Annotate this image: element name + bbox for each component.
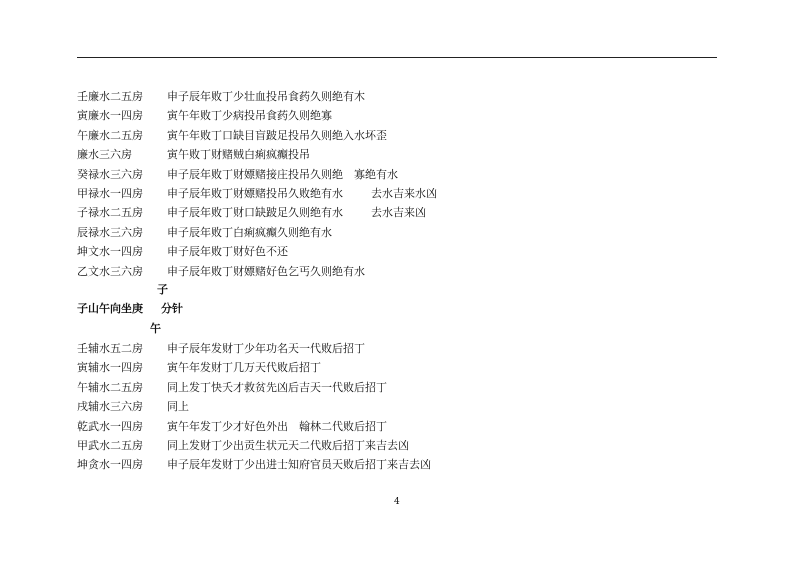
entry-text: 同上: [167, 400, 189, 414]
entry-key: 寅廉水一四房: [77, 109, 143, 123]
entry-text: 申子辰年败丁财嫖赌接庄投吊久则绝 寡绝有水: [167, 167, 398, 181]
heading-title: 子山午向坐庚: [77, 302, 143, 315]
entry-text: 同上发财丁少出贡生状元天二代败后招丁来吉去凶: [167, 439, 409, 452]
entry-text: 申子辰年败丁白痢疯癫久则绝有水: [167, 225, 332, 239]
entry-text: 寅午败丁财赌贼白痢疯癫投吊: [167, 148, 310, 162]
entry-text: 申子辰年败丁财口缺跛足久则绝有水: [167, 206, 343, 220]
entry-key: 乙文水三六房: [77, 264, 143, 278]
entry-row: [77, 380, 387, 396]
entry-key: 廉水三六房: [77, 148, 132, 162]
section-heading: [77, 302, 183, 316]
entry-text: 同上发丁快夭才救贫先凶后吉天一代败后招丁: [167, 380, 387, 394]
entry-row: [77, 399, 189, 415]
entry-note: 去水吉来凶: [371, 206, 426, 220]
compass-top-char: 子: [157, 283, 168, 296]
entry-key: 甲禄水一四房: [77, 187, 143, 200]
heading-subtitle: 分针: [161, 302, 183, 315]
entry-key: 寅辅水一四房: [77, 361, 143, 375]
entry-key: 戌辅水三六房: [77, 400, 143, 414]
entry-row: [77, 205, 426, 221]
entry-key: 子禄水二五房: [77, 206, 143, 220]
entry-key: 壬廉水二五房: [77, 90, 143, 103]
entry-text: 寅午年发丁少才好色外出 翰林二代败后招丁: [167, 419, 387, 433]
header-rule: [77, 57, 717, 58]
entry-text: 申子辰年败丁少壮血投吊食药久则绝有木: [167, 90, 365, 103]
entry-key: 癸禄水三六房: [77, 167, 143, 181]
entry-text: 寅午年发财丁几万天代败后招丁: [167, 361, 321, 375]
compass-bottom-char: 午: [150, 322, 161, 335]
entry-text: 寅午年败丁少病投吊食药久则绝寡: [167, 109, 332, 123]
entry-row: [77, 128, 387, 144]
entry-key: 甲武水二五房: [77, 439, 143, 452]
entry-row: [77, 457, 431, 473]
entry-key: 午廉水二五房: [77, 128, 143, 142]
entry-key: 午辅水二五房: [77, 380, 143, 394]
entry-note: 去水吉来水凶: [371, 187, 437, 200]
entry-row: [77, 341, 365, 357]
entry-row: [77, 147, 310, 163]
entry-row: [77, 225, 332, 241]
entry-key: 乾武水一四房: [77, 419, 143, 433]
entry-key: 壬辅水五二房: [77, 342, 143, 355]
entry-text: 申子辰年发财丁少出进士知府官员天败后招丁来吉去凶: [167, 458, 431, 472]
entry-text: 申子辰年败丁财嫖赌好色乞丐久则绝有水: [167, 264, 365, 278]
entry-row: [77, 186, 437, 202]
entry-text: 寅午年败丁口缺目盲跛足投吊久则绝入水坏歪: [167, 128, 387, 142]
entry-key: 辰禄水三六房: [77, 225, 143, 239]
entry-row: [77, 438, 409, 454]
entry-key: 坤贪水一四房: [77, 458, 143, 472]
entry-text: 申子辰年败丁财嫖赌投吊久败绝有水: [167, 187, 343, 200]
entry-row: [77, 167, 398, 183]
entry-text: 申子辰年败丁财好色不还: [167, 245, 288, 259]
entry-row: [77, 89, 365, 105]
entry-row: [77, 264, 365, 280]
entry-text: 申子辰年发财丁少年功名天一代败后招丁: [167, 342, 365, 355]
entry-row: [77, 360, 321, 376]
entry-key: 坤文水一四房: [77, 245, 143, 259]
page-number: 4: [394, 497, 400, 507]
entry-row: [77, 108, 332, 124]
entry-row: [77, 244, 288, 260]
entry-row: [77, 419, 387, 435]
